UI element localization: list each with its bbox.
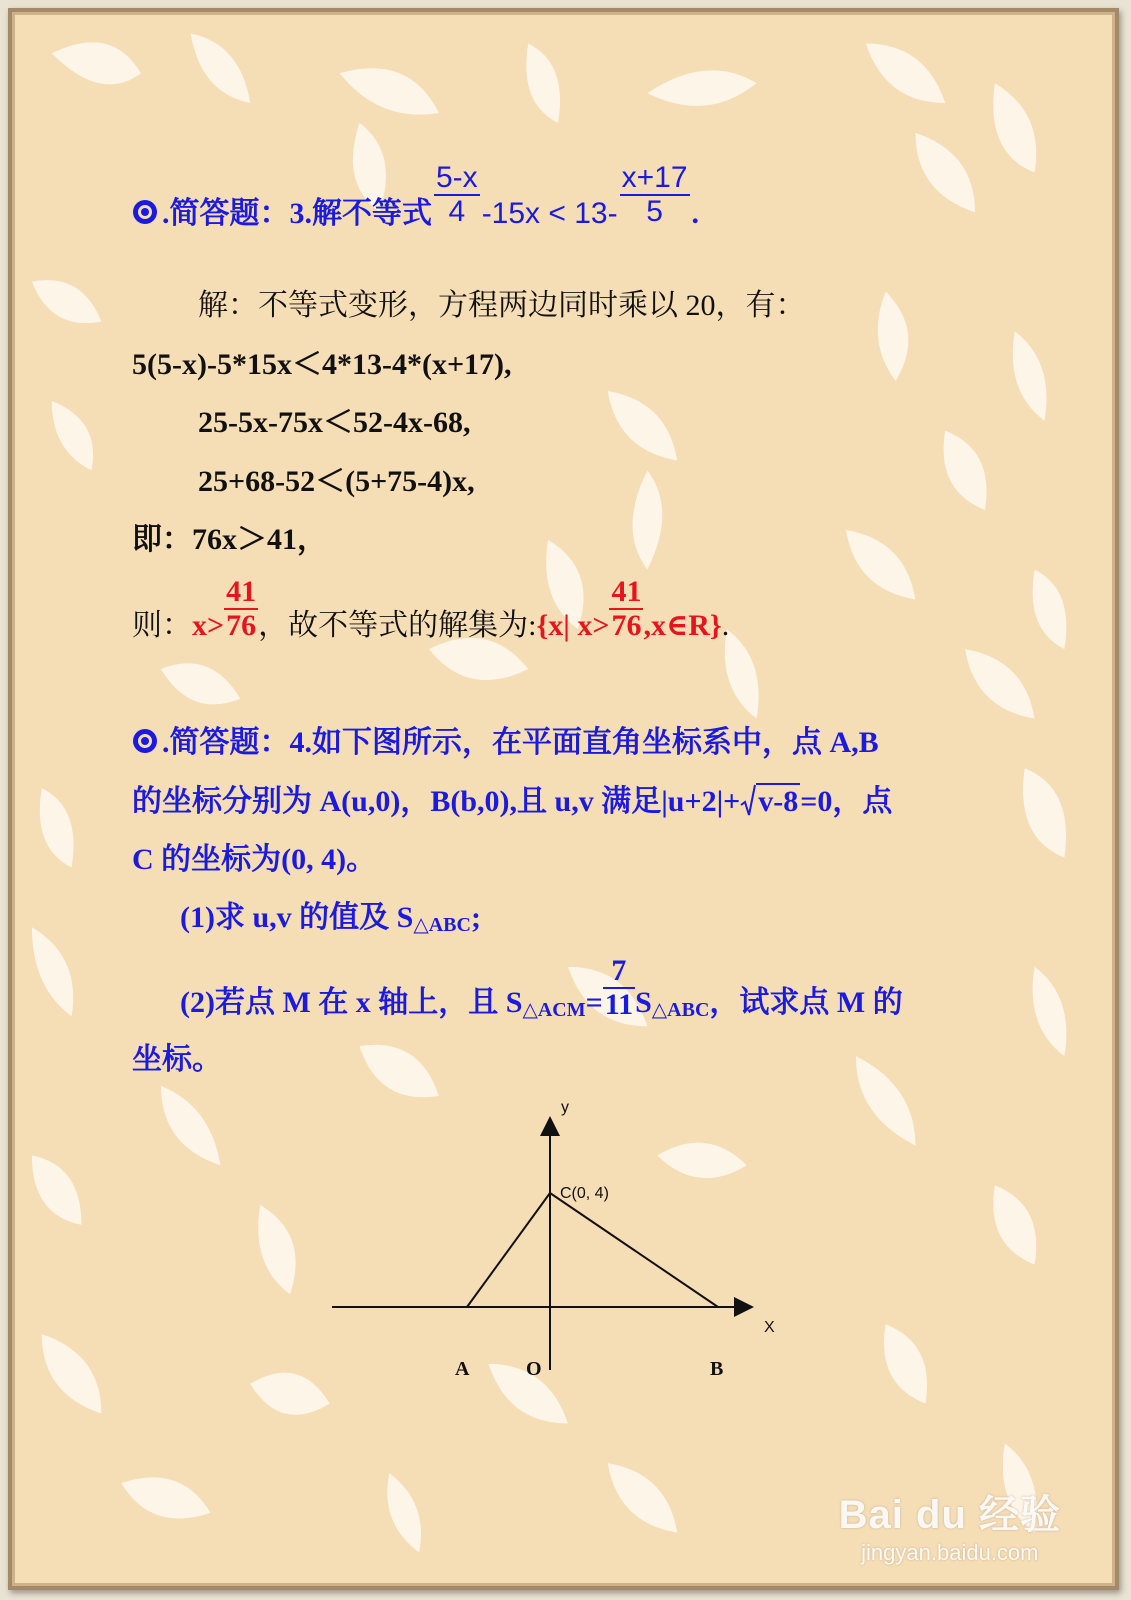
answer-comma: ，故不等式的解集为: <box>258 609 537 643</box>
q4-part-2a: (2)若点 M 在 x 轴上，且 S <box>180 986 523 1020</box>
q3-frac1-num: 5-x <box>436 161 478 194</box>
swirl-icon <box>130 726 160 756</box>
solution-step-3: 25+68-52＜(5+75-4)x, <box>198 465 475 498</box>
q3-frac2-num: x+17 <box>621 161 688 194</box>
q4-line-2a: 的坐标分别为 A(u,0)，B(b,0),且 u,v 满足|u+2|+ <box>132 785 741 818</box>
segment-cb <box>550 1193 718 1307</box>
q4-line-2 <box>132 783 892 820</box>
answer-x: x> <box>192 609 225 643</box>
q4-fraction <box>603 955 635 1020</box>
point-c-label: C(0, 4) <box>560 1185 609 1202</box>
answer-set-den: 76 <box>611 608 642 642</box>
coordinate-diagram <box>320 1090 790 1390</box>
q4-part-1-end: ; <box>470 901 481 934</box>
answer-set-fraction <box>609 576 643 641</box>
q3-fraction-1 <box>434 162 480 227</box>
solution-answer <box>132 576 729 656</box>
q4-part-1-sub: △ABC <box>413 914 471 936</box>
q3-frac1-den: 4 <box>448 194 466 228</box>
answer-set-close: ,x∈R} <box>643 609 722 643</box>
q4-frac-num: 7 <box>603 955 635 989</box>
solution-step-4: 即：76x＞41， <box>132 523 327 556</box>
q3-prefix: .简答题：3.解不等式 <box>162 197 432 231</box>
sqrt-expression <box>740 783 800 820</box>
segment-ac <box>467 1193 550 1307</box>
sqrt-content: v-8 <box>758 785 799 818</box>
sqrt-icon <box>740 783 756 819</box>
solution-intro <box>198 288 806 324</box>
point-b-label: B <box>710 1358 724 1380</box>
swirl-icon <box>130 197 160 227</box>
q3-heading <box>130 162 699 252</box>
answer-frac-den: 76 <box>226 608 257 642</box>
y-axis-label: y <box>561 1099 569 1116</box>
q4-line-1-text: .简答题：4.如下图所示，在平面直角坐标系中，点 A,B <box>162 726 879 759</box>
q4-part-2-eq: = <box>585 986 603 1020</box>
q3-fraction-2 <box>620 162 690 227</box>
q4-line-2b: =0，点 <box>800 785 893 818</box>
baidu-watermark <box>839 1483 1061 1566</box>
solution-step-1: 5(5-x)-5*15x＜4*13-4*(x+17), <box>132 348 512 381</box>
q3-end: . <box>691 197 699 231</box>
solution-intro-text: 解：不等式变形，方程两边同时乘以 20，有： <box>198 289 806 322</box>
q4-line-3: C 的坐标为(0, 4)。 <box>132 843 377 876</box>
q4-frac-den: 11 <box>604 987 634 1021</box>
q4-part-2 <box>180 955 903 1025</box>
q4-part-2-sub2: △ABC <box>651 999 710 1022</box>
q4-part-2-S: S <box>635 986 652 1020</box>
q4-part-2b: ，试求点 M 的 <box>709 986 903 1020</box>
answer-set-open: {x| x> <box>536 609 610 643</box>
q3-middle: -15x < 13- <box>481 197 618 231</box>
answer-set-num: 41 <box>611 575 642 608</box>
answer-frac-num: 41 <box>226 575 257 608</box>
origin-label: O <box>526 1358 542 1380</box>
answer-dot: . <box>721 609 730 643</box>
solution-step-2: 25-5x-75x＜52-4x-68, <box>198 406 471 439</box>
x-axis-label: X <box>764 1319 775 1336</box>
q4-part-2c: 坐标。 <box>132 1043 222 1076</box>
q4-part-1-main: (1)求 u,v 的值及 S <box>180 901 414 934</box>
q4-line-1 <box>130 725 879 761</box>
answer-then: 则： <box>132 609 192 643</box>
q4-part-1 <box>180 900 481 943</box>
q4-part-2-sub1: △ACM <box>522 999 586 1022</box>
answer-fraction <box>224 576 258 641</box>
point-a-label: A <box>455 1358 470 1380</box>
watermark-url: jingyan.baidu.com <box>861 1540 1039 1565</box>
q3-frac2-den: 5 <box>646 194 663 228</box>
watermark-brand: Bai du 经验 <box>838 1493 1061 1537</box>
